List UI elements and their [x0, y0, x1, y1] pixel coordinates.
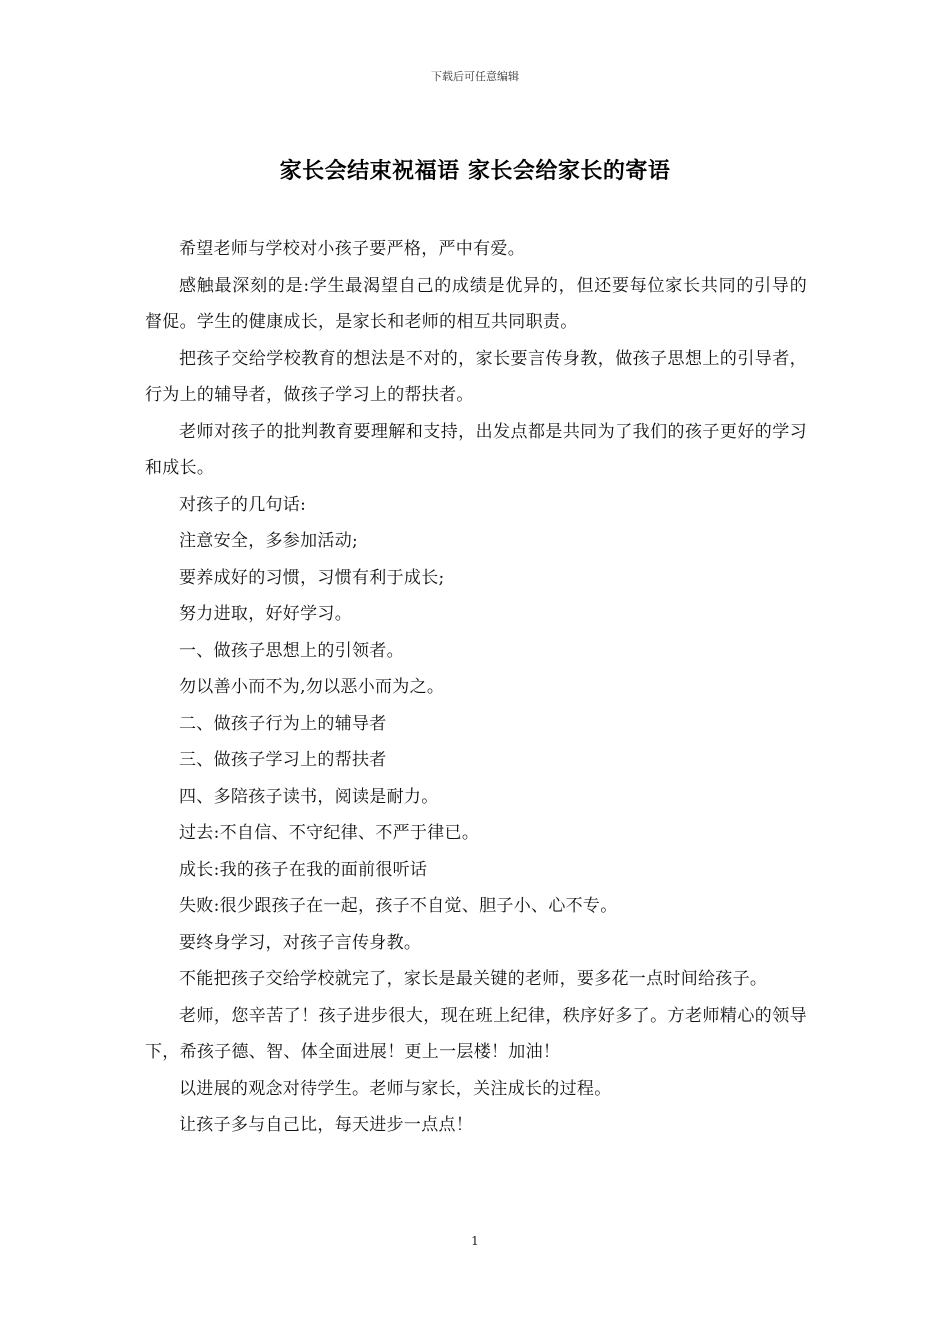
paragraph: 注意安全，多参加活动;	[179, 531, 359, 551]
header-note: 下载后可任意编辑	[431, 70, 519, 83]
document-body	[145, 231, 807, 1144]
paragraph: 勿以善小而不为,勿以恶小而为之。	[179, 677, 445, 697]
paragraph: 二、做孩子行为上的辅导者	[179, 713, 387, 734]
paragraph: 对孩子的几句话:	[179, 494, 307, 515]
paragraph: 一、做孩子思想上的引领者。	[179, 640, 404, 661]
paragraph: 感触最深刻的是:学生最渴望自己的成绩是优异的，但还要每位家长共同的引导的督促。学生的健康成长，是家长和老师的相互共同职责。	[145, 275, 807, 332]
page-number: 1	[471, 1234, 479, 1248]
paragraph: 要终身学习，对孩子言传身教。	[179, 932, 422, 953]
paragraph: 成长:我的孩子在我的面前很听话	[179, 859, 428, 880]
paragraph: 过去:不自信、不守纪律、不严于律已。	[179, 823, 480, 843]
paragraph: 让孩子多与自己比，每天进步一点点！	[179, 1115, 474, 1135]
paragraph: 希望老师与学校对小孩子要严格，严中有爱。	[179, 239, 525, 259]
paragraph: 失败:很少跟孩子在一起，孩子不自觉、胆子小、心不专。	[179, 896, 618, 916]
document-title: 家长会结束祝福语 家长会给家长的寄语	[279, 159, 671, 184]
paragraph: 把孩子交给学校教育的想法是不对的，家长要言传身教，做孩子思想上的引导者，行为上的辅导者，做孩子学习上的帮扶者。	[145, 348, 807, 405]
paragraph: 四、多陪孩子读书，阅读是耐力。	[179, 786, 439, 807]
paragraph: 老师，您辛苦了！孩子进步很大，现在班上纪律，秩序好多了。方老师精心的领导下，希孩子德、智、体全面进展！更上一层楼！加油！	[145, 1005, 807, 1062]
paragraph: 要养成好的习惯，习惯有利于成长;	[179, 567, 445, 588]
paragraph: 老师对孩子的批判教育要理解和支持，出发点都是共同为了我们的孩子更好的学习和成长。	[145, 421, 807, 478]
paragraph: 以进展的观念对待学生。老师与家长，关注成长的过程。	[179, 1078, 612, 1099]
paragraph: 努力进取，好好学习。	[179, 604, 352, 624]
paragraph: 不能把孩子交给学校就完了，家长是最关键的老师，要多花一点时间给孩子。	[179, 969, 768, 989]
paragraph: 三、做孩子学习上的帮扶者	[179, 750, 387, 770]
